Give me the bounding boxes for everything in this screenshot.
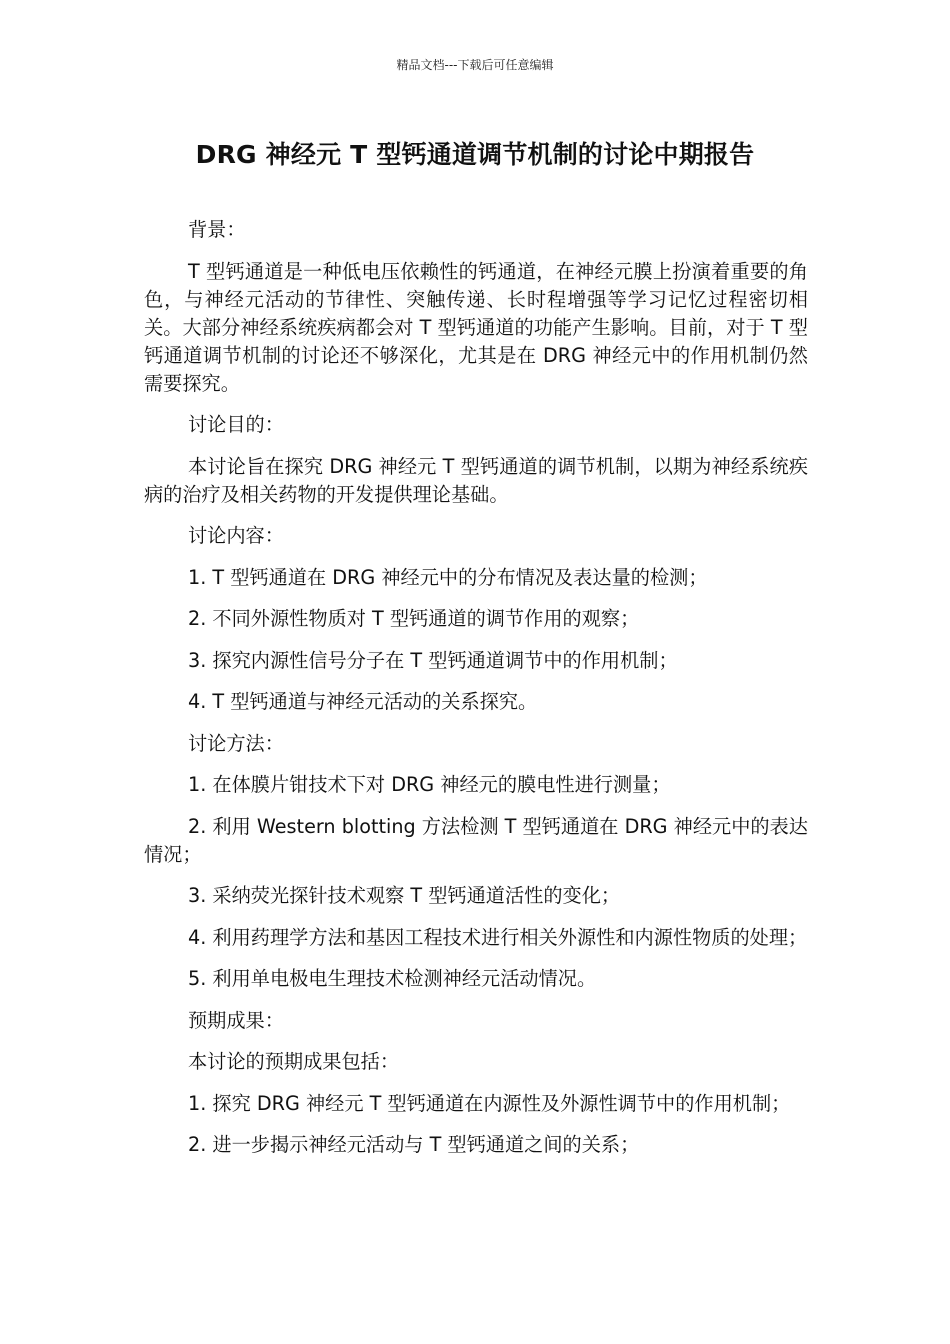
list-item: 4. 利用药理学方法和基因工程技术进行相关外源性和内源性物质的处理； <box>188 925 808 949</box>
list-item: 5. 利用单电极电生理技术检测神经元活动情况。 <box>188 967 597 990</box>
list-item: 2. 利用 Western blotting 方法检测 T 型钙通道在 DRG 神经元中的表达情况； <box>144 814 808 866</box>
list-item: 4. T 型钙通道与神经元活动的关系探究。 <box>188 690 538 713</box>
header-note: 精品文档---下载后可任意编辑 <box>396 58 554 72</box>
list-item: 1. 探究 DRG 神经元 T 型钙通道在内源性及外源性调节中的作用机制； <box>188 1091 791 1115</box>
section-heading-methods: 讨论方法： <box>188 731 284 755</box>
section-heading-content: 讨论内容： <box>188 524 284 547</box>
document-body <box>144 216 808 1173</box>
list-item: 1. 在体膜片钳技术下对 DRG 神经元的膜电性进行测量； <box>188 773 671 796</box>
list-item: 3. 探究内源性信号分子在 T 型钙通道调节中的作用机制； <box>188 648 678 672</box>
paragraph-purpose: 本讨论旨在探究 DRG 神经元 T 型钙通道的调节机制，以期为神经系统疾病的治疗及相关药物的开发提供理论基础。 <box>144 454 808 506</box>
list-item: 1. T 型钙通道在 DRG 神经元中的分布情况及表达量的检测； <box>188 565 708 589</box>
section-heading-background: 背景： <box>188 218 246 241</box>
list-item: 2. 不同外源性物质对 T 型钙通道的调节作用的观察； <box>188 607 640 630</box>
list-item: 2. 进一步揭示神经元活动与 T 型钙通道之间的关系； <box>188 1133 640 1156</box>
document-title: DRG 神经元 T 型钙通道调节机制的讨论中期报告 <box>195 140 755 169</box>
list-item: 3. 采纳荧光探针技术观察 T 型钙通道活性的变化； <box>188 884 621 907</box>
paragraph-outcomes-intro: 本讨论的预期成果包括： <box>188 1050 400 1073</box>
paragraph-background: T 型钙通道是一种低电压依赖性的钙通道，在神经元膜上扮演着重要的角色，与神经元活动的节律性、突触传递、长时程增强等学习记忆过程密切相关。大部分神经系统疾病都会对 T 型钙通道的功能产生影响。目前，对于 T 型钙通道调节机制的讨论还不够深化，尤其是在 DRG 神经元中的作用机制仍然需要探究。 <box>144 259 808 395</box>
section-heading-purpose: 讨论目的： <box>188 413 284 436</box>
section-heading-outcomes: 预期成果： <box>188 1008 284 1032</box>
